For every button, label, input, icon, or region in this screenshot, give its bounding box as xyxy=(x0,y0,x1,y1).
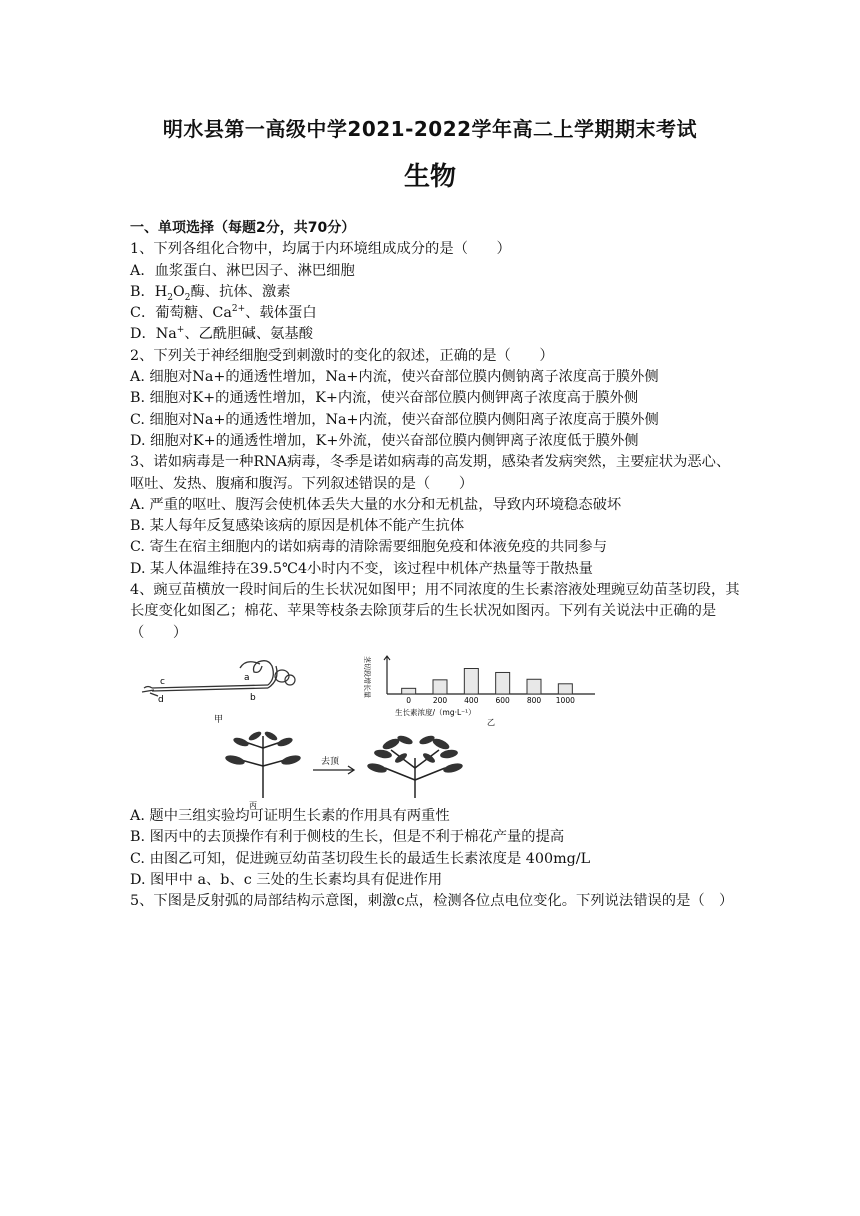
q4-option-b: B. 图丙中的去顶操作有利于侧枝的生长，但是不利于棉花产量的提高 xyxy=(130,829,565,846)
q1-option-d xyxy=(130,324,740,345)
chart-bar xyxy=(464,668,478,694)
chart-title: 乙 xyxy=(487,717,495,727)
chart-tick-labels xyxy=(406,696,575,705)
section-heading: 一、单项选择（每题2分，共70分） xyxy=(130,220,356,236)
q1-option-b xyxy=(130,282,740,303)
chart-x-axis-label: 生长素浓度/（mg·L⁻¹） xyxy=(395,707,476,717)
q1-d-text-1: D．Na xyxy=(130,326,177,343)
fig-jia-label-c: c xyxy=(160,676,165,687)
q2-option-b: B. 细胞对K+的通透性增加，K+内流，使兴奋部位膜内侧钾离子浓度高于膜外侧 xyxy=(130,390,639,407)
q3-option-b: B. 某人每年反复感染该病的原因是机体不能产生抗体 xyxy=(130,518,465,535)
chart-bars xyxy=(402,668,573,694)
chart-bar xyxy=(527,679,541,694)
chart-tick-label: 400 xyxy=(464,695,479,705)
exam-content xyxy=(130,218,740,912)
chart-tick-label: 0 xyxy=(406,695,412,705)
chart-bar xyxy=(496,672,510,694)
q4-stem: 4、豌豆苗横放一段时间后的生长状况如图甲；用不同浓度的生长素溶液处理豌豆幼苗茎切段，其长度变化如图乙；棉花、苹果等枝条去除顶芽后的生长状况如图丙。下列有关说法中正确的是（ ） xyxy=(130,582,740,641)
exam-title: 明水县第一高级中学2021-2022学年高二上学期期末考试 xyxy=(162,117,698,141)
fig-bing-arrow-text: 去顶 xyxy=(321,756,340,767)
fig-jia-label-a: a xyxy=(244,672,250,683)
q3-stem: 3、诺如病毒是一种RNA病毒，冬季是诺如病毒的高发期，感染者发病突然，主要症状为恶心、呕吐、发热、腹痛和腹泻。下列叙述错误的是（ ） xyxy=(130,454,731,492)
q2-option-d: D. 细胞对K+的通透性增加，K+外流，使兴奋部位膜内侧钾离子浓度低于膜外侧 xyxy=(130,432,639,449)
q1-c-text-2: 、载体蛋白 xyxy=(245,305,317,322)
fig-jia-label-d: d xyxy=(158,694,164,705)
q3-option-a: A. 严重的呕吐、腹泻会使机体丢失大量的水分和无机盐，导致内环境稳态破坏 xyxy=(130,496,622,513)
q1-c-text-1: C．葡萄糖、Ca xyxy=(130,305,232,322)
q4-option-c: C. 由图乙可知，促进豌豆幼苗茎切段生长的最适生长素浓度是 400mg/L xyxy=(130,850,591,867)
q3-option-c: C. 寄生在宿主细胞内的诺如病毒的清除需要细胞免疫和体液免疫的共同参与 xyxy=(130,539,608,556)
exam-subject: 生物 xyxy=(403,162,456,192)
q1-d-sup: + xyxy=(176,325,185,336)
q1-b-text-2: O xyxy=(173,283,185,300)
chart-bar xyxy=(433,680,447,694)
q1-stem: 1、下列各组化合物中，均属于内环境组成成分的是（ ） xyxy=(130,241,511,258)
fig-jia-label-b: b xyxy=(250,692,256,703)
q2-option-c: C. 细胞对Na+的通透性增加，Na+内流，使兴奋部位膜内侧阳离子浓度高于膜外侧 xyxy=(130,411,659,428)
q4-option-d: D. 图甲中 a、b、c 三处的生长素均具有促进作用 xyxy=(130,871,443,888)
q4-option-a: A. 题中三组实验均可证明生长素的作用具有两重性 xyxy=(130,807,450,824)
chart-y-axis-label: 茎切段增长量 xyxy=(363,655,371,698)
q1-option-a: A．血浆蛋白、淋巴因子、淋巴细胞 xyxy=(130,262,355,279)
q1-option-c xyxy=(130,303,740,324)
q1-b-text-3: 酶、抗体、激素 xyxy=(190,283,291,300)
figure-jia xyxy=(140,652,300,727)
q3-option-d: D. 某人体温维持在39.5℃4小时内不变，该过程中机体产热量等于散热量 xyxy=(130,560,593,577)
q1-b-text-1: B．H xyxy=(130,283,168,300)
chart-tick-label: 1000 xyxy=(555,695,575,705)
fig-jia-caption: 甲 xyxy=(214,714,224,725)
chart-bar xyxy=(558,684,572,694)
q4-figures xyxy=(130,652,740,810)
chart-bar xyxy=(402,688,416,694)
q2-stem: 2、下列关于神经细胞受到刺激时的变化的叙述，正确的是（ ） xyxy=(130,347,554,364)
q2-option-a: A. 细胞对Na+的通透性增加，Na+内流，使兴奋部位膜内侧钠离子浓度高于膜外侧 xyxy=(130,369,659,386)
chart-tick-label: 800 xyxy=(526,695,542,705)
q1-d-text-2: 、乙酰胆碱、氨基酸 xyxy=(184,326,314,343)
fig-bing-caption: 丙 xyxy=(249,800,257,810)
figure-yi-chart xyxy=(355,652,625,728)
figure-bing xyxy=(215,728,475,810)
q5-stem: 5、下图是反射弧的局部结构示意图，刺激c点，检测各位点电位变化。下列说法错误的是（ ） xyxy=(130,893,734,910)
q1-b-sub-2: 2 xyxy=(184,292,191,303)
chart-tick-label: 200 xyxy=(432,695,448,705)
chart-tick-label: 600 xyxy=(495,695,510,705)
q1-c-sup: 2+ xyxy=(231,304,246,315)
q1-b-sub-1: 2 xyxy=(167,292,174,303)
